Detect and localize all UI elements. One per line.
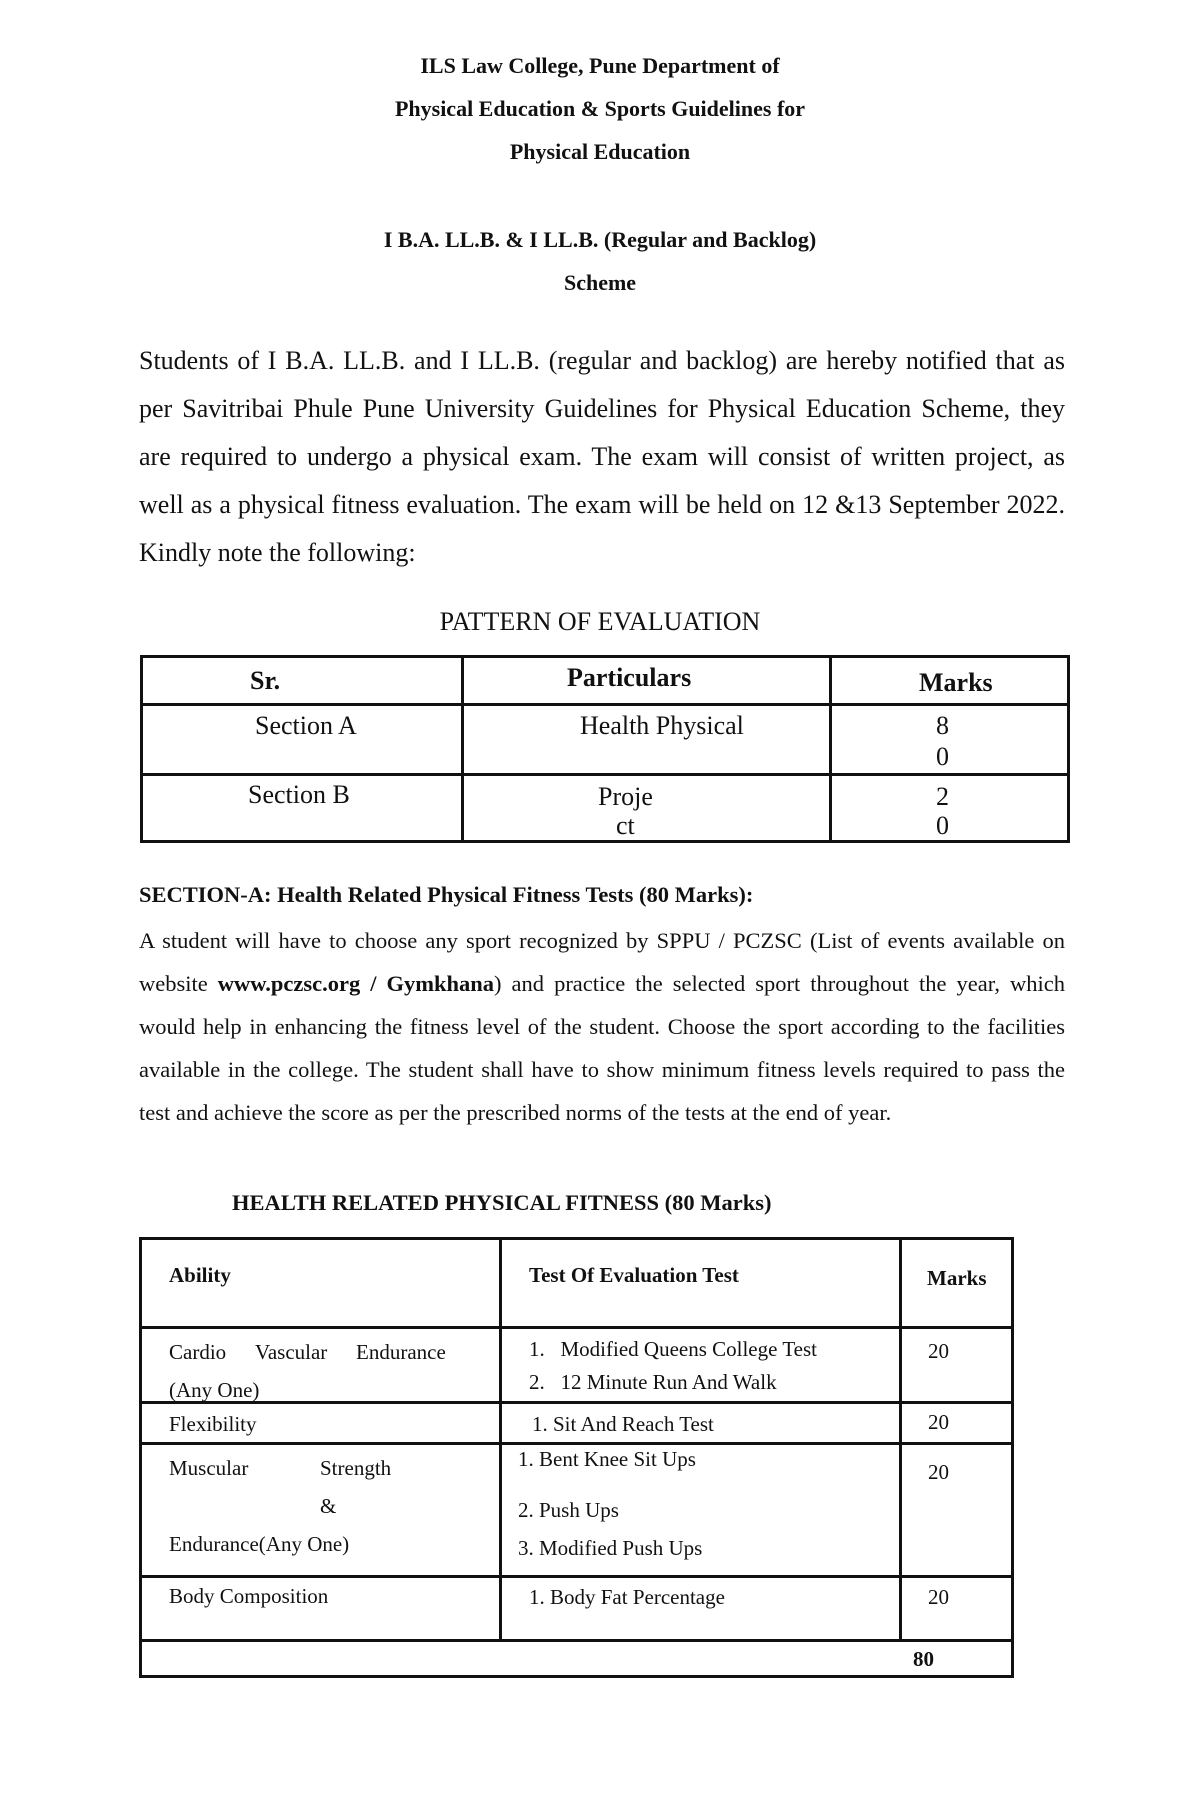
pattern-row-a-marks: 0 [936,742,949,771]
health-row-muscular-test: 1. Bent Knee Sit Ups [518,1447,696,1471]
health-row-cardio-ability: Vascular [255,1340,328,1364]
health-row-cardio-ability: (Any One) [169,1378,260,1402]
health-row-flexibility-ability: Flexibility [169,1412,257,1436]
pattern-header-sr: Sr. [250,666,281,695]
pattern-row-b-particulars: Proje [598,782,653,811]
health-col-divider [899,1240,902,1642]
header-line-1: ILS Law College, Pune Department of [420,53,780,78]
health-row-flexibility-test: 1. Sit And Reach Test [532,1412,714,1436]
health-row-body-test: 1. Body Fat Percentage [529,1585,725,1609]
pattern-row-divider [143,703,1067,706]
health-row-cardio-ability: Endurance [356,1340,446,1364]
pattern-header-particulars: Particulars [567,663,692,692]
intro-paragraph: Students of I B.A. LL.B. and I LL.B. (regular and backlog) are hereby notified that as per Savitribai Phule Pune University Guidelines for Physical Education Scheme, they are required to undergo a physical exam. The exam will consist of written project, as well as a physical fitness evaluation. The exam will be held on 12 &13 September 2022. Kindly note the following: [139,346,1065,567]
health-total-marks: 80 [913,1647,934,1671]
health-row-muscular-ability: Strength [320,1456,392,1480]
pattern-row-a-marks: 8 [936,711,949,740]
health-row-divider [142,1575,1011,1578]
health-row-divider [142,1639,1011,1642]
pattern-title: PATTERN OF EVALUATION [439,607,761,636]
section-a-paragraph [139,919,1065,1134]
health-row-muscular-ability: & [320,1494,337,1518]
pattern-col-divider [829,658,832,840]
header-line-3: Physical Education [509,139,691,164]
section-a-text: ) and practice the selected sport throughout the year, which would help in enhancing the fitness level of the student. Choose the sport according to the facilities available in the college. The student shall have to show minimum fitness levels required to pass the test and achieve the score as per the prescribed norms of the tests at the end of year. [139,971,1065,1125]
pattern-row-b-marks: 2 [936,782,949,811]
health-row-muscular-test: 2. Push Ups [518,1498,619,1522]
section-a-text: A student will have to choose any sport recognized by SPPU / PCZSC (List of events available on website [139,928,1065,996]
health-row-muscular-marks: 20 [928,1460,949,1484]
health-fitness-table [139,1237,1014,1678]
pattern-row-a-sr: Section A [255,711,357,740]
header-line-2: Physical Education & Sports Guidelines for [394,96,806,121]
pczsc-website-link[interactable]: www.pczsc.org / Gymkhana [217,971,495,996]
health-header-marks: Marks [927,1266,987,1290]
pattern-col-divider [461,658,464,840]
health-row-muscular-ability: Endurance(Any One) [169,1532,350,1556]
health-row-flexibility-marks: 20 [928,1410,949,1434]
pattern-table [140,655,1070,843]
pattern-header-marks: Marks [919,668,993,697]
pattern-row-a-particulars: Health Physical [580,711,744,740]
section-a-heading: SECTION-A: Health Related Physical Fitness Tests (80 Marks): [139,882,754,907]
header-line-5: Scheme [563,270,637,295]
health-row-muscular-test: 3. Modified Push Ups [518,1536,703,1560]
pattern-row-b-sr: Section B [248,780,350,809]
health-row-cardio-test: 1. Modified Queens College Test [529,1337,818,1361]
health-col-divider [499,1240,502,1642]
health-row-divider [142,1401,1011,1404]
pattern-row-b-marks: 0 [936,811,949,840]
health-row-body-ability: Body Composition [169,1584,329,1608]
health-row-cardio-marks: 20 [928,1339,949,1363]
health-row-cardio-ability: Cardio [169,1340,227,1364]
pattern-row-b-particulars: ct [616,811,635,840]
health-row-cardio-test: 2. 12 Minute Run And Walk [529,1370,777,1394]
pattern-row-divider [143,773,1067,776]
header-line-4: I B.A. LL.B. & I LL.B. (Regular and Backlog) [383,227,817,252]
health-row-body-marks: 20 [928,1585,949,1609]
health-header-test: Test Of Evaluation Test [529,1263,739,1287]
health-header-ability: Ability [169,1263,231,1287]
health-row-muscular-ability: Muscular [169,1456,249,1480]
health-table-title: HEALTH RELATED PHYSICAL FITNESS (80 Marks) [232,1190,772,1215]
health-row-divider [142,1442,1011,1445]
health-row-divider [142,1326,1011,1329]
